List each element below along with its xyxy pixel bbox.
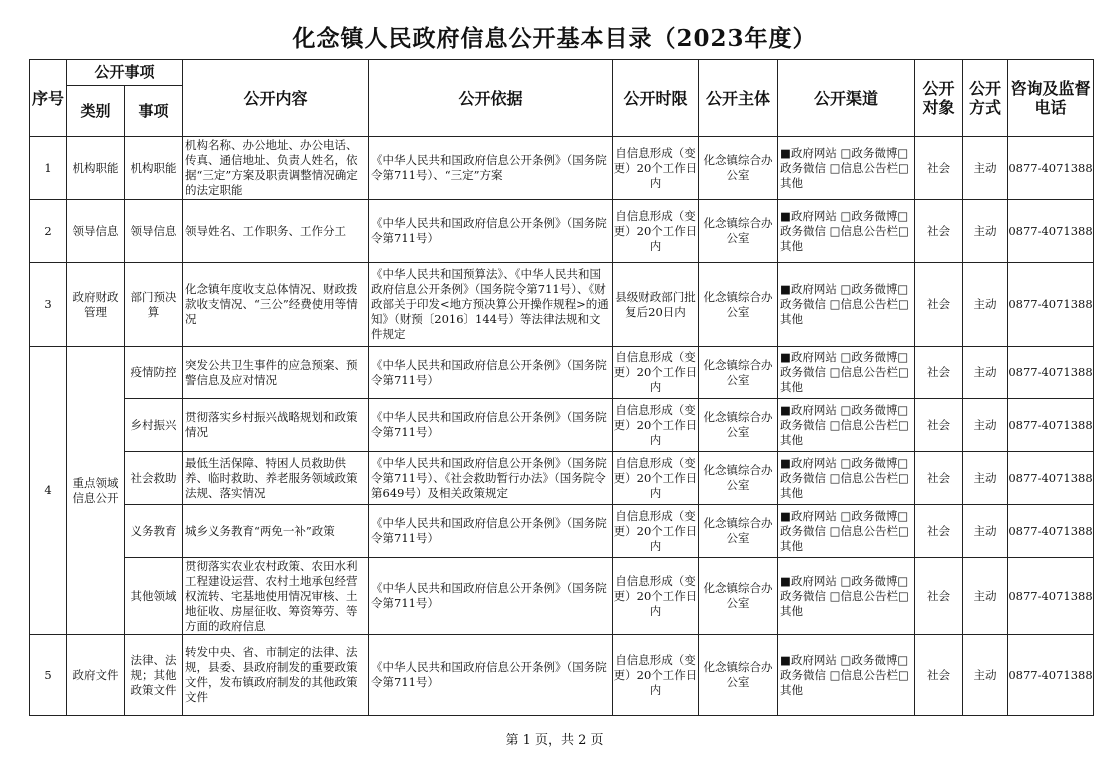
header-basis: 公开依据 (369, 60, 613, 137)
row-target: 社会 (915, 558, 963, 635)
page-number: 第 1 页，共 2 页 (505, 733, 604, 748)
row-deadline: 自信息形成（变更）20个工作日内 (613, 200, 699, 263)
header-deadline: 公开时限 (613, 60, 699, 137)
row-phone: 0877-4071388 (1008, 137, 1094, 200)
row-channel: ■政府网站 □政务微博□政务微信 □信息公告栏□其他 (778, 635, 915, 716)
row-seq: 3 (30, 263, 67, 347)
row-matter: 疫情防控 (125, 347, 183, 399)
header-matter: 事项 (125, 86, 183, 137)
row-phone: 0877-4071388 (1008, 558, 1094, 635)
row-category: 政府财政管理 (67, 263, 125, 347)
row-content: 最低生活保障、特困人员救助供养、临时救助、养老服务领域政策法规、落实情况 (183, 452, 369, 505)
row-deadline: 自信息形成（变更）20个工作日内 (613, 347, 699, 399)
row-target: 社会 (915, 137, 963, 200)
header-subject: 公开主体 (699, 60, 778, 137)
row-deadline: 自信息形成（变更）20个工作日内 (613, 505, 699, 558)
row-content: 转发中央、省、市制定的法律、法规，县委、县政府制发的重要政策文件，发布镇政府制发的其他政策文件 (183, 635, 369, 716)
row-matter: 社会救助 (125, 452, 183, 505)
row-basis: 《中华人民共和国政府信息公开条例》（国务院令第711号）、《社会救助暂行办法》（国务院令第649号）及相关政策规定 (369, 452, 613, 505)
row-basis: 《中华人民共和国政府信息公开条例》（国务院令第711号）、“三定”方案 (369, 137, 613, 200)
row-subject: 化念镇综合办公室 (699, 505, 778, 558)
row-phone: 0877-4071388 (1008, 635, 1094, 716)
row-phone: 0877-4071388 (1008, 452, 1094, 505)
table-row (30, 505, 1094, 558)
row-matter: 其他领域 (125, 558, 183, 635)
row-method: 主动 (963, 635, 1008, 716)
row-matter: 义务教育 (125, 505, 183, 558)
row-content: 机构名称、办公地址、办公电话、传真、通信地址、负责人姓名，依据“三定”方案及职责调整情况确定的法定职能 (183, 137, 369, 200)
row-channel: ■政府网站 □政务微博□政务微信 □信息公告栏□其他 (778, 263, 915, 347)
row-target: 社会 (915, 347, 963, 399)
header-phone: 咨询及监督电话 (1008, 60, 1094, 137)
row-method: 主动 (963, 137, 1008, 200)
table-row (30, 263, 1094, 347)
header-content: 公开内容 (183, 60, 369, 137)
row-subject: 化念镇综合办公室 (699, 399, 778, 452)
row-deadline: 自信息形成（变更）20个工作日内 (613, 635, 699, 716)
row-seq: 1 (30, 137, 67, 200)
table-row (30, 399, 1094, 452)
row-deadline: 自信息形成（变更）20个工作日内 (613, 452, 699, 505)
row-matter: 乡村振兴 (125, 399, 183, 452)
row-method: 主动 (963, 200, 1008, 263)
row-subject: 化念镇综合办公室 (699, 635, 778, 716)
table-row (30, 200, 1094, 263)
row-method: 主动 (963, 452, 1008, 505)
row-target: 社会 (915, 635, 963, 716)
row-subject: 化念镇综合办公室 (699, 558, 778, 635)
row-basis: 《中华人民共和国政府信息公开条例》（国务院令第711号） (369, 558, 613, 635)
row-phone: 0877-4071388 (1008, 347, 1094, 399)
row-category: 重点领域信息公开 (67, 347, 125, 635)
catalog-table (29, 59, 1094, 716)
row-target: 社会 (915, 505, 963, 558)
row-basis: 《中华人民共和国预算法》、《中华人民共和国政府信息公开条例》（国务院令第711号）、《财政部关于印发<地方预决算公开操作规程>的通知》（财预〔2016〕144号）等法律法规和文件规定 (369, 263, 613, 347)
row-channel: ■政府网站 □政务微博□政务微信 □信息公告栏□其他 (778, 558, 915, 635)
row-target: 社会 (915, 452, 963, 505)
header-method: 公开方式 (963, 60, 1008, 137)
header-target: 公开对象 (915, 60, 963, 137)
row-category: 领导信息 (67, 200, 125, 263)
row-content: 贯彻落实乡村振兴战略规划和政策情况 (183, 399, 369, 452)
row-phone: 0877-4071388 (1008, 263, 1094, 347)
row-method: 主动 (963, 558, 1008, 635)
row-channel: ■政府网站 □政务微博□政务微信 □信息公告栏□其他 (778, 505, 915, 558)
row-matter: 机构职能 (125, 137, 183, 200)
row-channel: ■政府网站 □政务微博□政务微信 □信息公告栏□其他 (778, 137, 915, 200)
document-title: 化念镇人民政府信息公开基本目录（2023年度） (292, 25, 817, 52)
row-basis: 《中华人民共和国政府信息公开条例》（国务院令第711号） (369, 635, 613, 716)
row-content: 贯彻落实农业农村政策、农田水利工程建设运营、农村土地承包经营权流转、宅基地使用情况审核、土地征收、房屋征收、筹资筹劳、等方面的政府信息 (183, 558, 369, 635)
row-subject: 化念镇综合办公室 (699, 347, 778, 399)
row-subject: 化念镇综合办公室 (699, 452, 778, 505)
row-content: 领导姓名、工作职务、工作分工 (183, 200, 369, 263)
row-target: 社会 (915, 200, 963, 263)
header-category: 类别 (67, 86, 125, 137)
row-basis: 《中华人民共和国政府信息公开条例》（国务院令第711号） (369, 347, 613, 399)
row-method: 主动 (963, 347, 1008, 399)
row-method: 主动 (963, 505, 1008, 558)
header-channel: 公开渠道 (778, 60, 915, 137)
row-basis: 《中华人民共和国政府信息公开条例》（国务院令第711号） (369, 505, 613, 558)
row-method: 主动 (963, 399, 1008, 452)
header-seq: 序号 (30, 60, 67, 137)
row-deadline: 自信息形成（变更）20个工作日内 (613, 558, 699, 635)
table-row (30, 452, 1094, 505)
row-channel: ■政府网站 □政务微博□政务微信 □信息公告栏□其他 (778, 399, 915, 452)
row-matter: 领导信息 (125, 200, 183, 263)
row-phone: 0877-4071388 (1008, 200, 1094, 263)
row-content: 城乡义务教育“两免一补”政策 (183, 505, 369, 558)
row-subject: 化念镇综合办公室 (699, 137, 778, 200)
row-phone: 0877-4071388 (1008, 399, 1094, 452)
row-deadline: 自信息形成（变更）20个工作日内 (613, 137, 699, 200)
table-row (30, 635, 1094, 716)
row-channel: ■政府网站 □政务微博□政务微信 □信息公告栏□其他 (778, 452, 915, 505)
row-content: 突发公共卫生事件的应急预案、预警信息及应对情况 (183, 347, 369, 399)
row-basis: 《中华人民共和国政府信息公开条例》（国务院令第711号） (369, 200, 613, 263)
row-seq: 2 (30, 200, 67, 263)
row-channel: ■政府网站 □政务微博□政务微信 □信息公告栏□其他 (778, 200, 915, 263)
header-items: 公开事项 (67, 60, 183, 86)
row-seq: 4 (30, 347, 67, 635)
row-target: 社会 (915, 399, 963, 452)
row-subject: 化念镇综合办公室 (699, 263, 778, 347)
row-channel: ■政府网站 □政务微博□政务微信 □信息公告栏□其他 (778, 347, 915, 399)
row-matter: 部门预决算 (125, 263, 183, 347)
row-seq: 5 (30, 635, 67, 716)
row-basis: 《中华人民共和国政府信息公开条例》（国务院令第711号） (369, 399, 613, 452)
row-matter: 法律、法规；其他政策文件 (125, 635, 183, 716)
row-deadline: 自信息形成（变更）20个工作日内 (613, 399, 699, 452)
row-content: 化念镇年度收支总体情况、财政拨款收支情况、“三公”经费使用等情况 (183, 263, 369, 347)
row-phone: 0877-4071388 (1008, 505, 1094, 558)
row-category: 机构职能 (67, 137, 125, 200)
table-row (30, 137, 1094, 200)
row-category: 政府文件 (67, 635, 125, 716)
row-deadline: 县级财政部门批复后20日内 (613, 263, 699, 347)
row-method: 主动 (963, 263, 1008, 347)
table-row (30, 558, 1094, 635)
row-target: 社会 (915, 263, 963, 347)
row-subject: 化念镇综合办公室 (699, 200, 778, 263)
table-row (30, 347, 1094, 399)
